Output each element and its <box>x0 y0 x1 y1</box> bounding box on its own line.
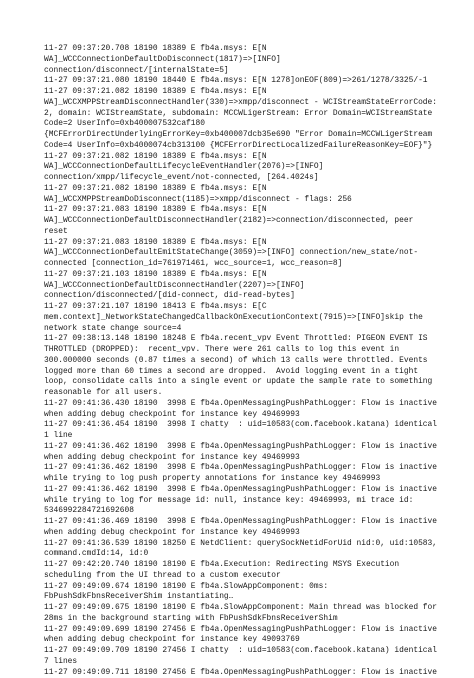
log-line: 11-27 09:37:20.708 18190 18389 E fb4a.msys: E[N <box>44 44 434 55</box>
log-line: 11-27 09:37:21.080 18190 18440 E fb4a.msys: E[N 1278]onEOF(809)=>261/1278/3325/-1 <box>44 76 434 87</box>
log-line: network state change source=4 <box>44 324 434 335</box>
log-line: WA]_WCCXMPPStreamDoDisconnect(1185)=>xmpp/disconnect - flags: 256 <box>44 195 434 206</box>
log-line: scheduling from the UI thread to a custom executor <box>44 571 434 582</box>
log-line: 11-27 09:49:09.699 18190 27456 E fb4a.OpenMessagingPushPathLogger: Flow is inactive <box>44 625 434 636</box>
log-line: 11-27 09:41:36.462 18190 3998 E fb4a.OpenMessagingPushPathLogger: Flow is inactive <box>44 463 434 474</box>
log-line: 300.000000 seconds (0.87 times a second) of which 13 calls were throttled. Events <box>44 356 434 367</box>
log-line: {MCFErrorDirectUnderlyingErrorKey=0xb400007dcb35e690 "Error Domain=MCCWLigerStream <box>44 130 434 141</box>
log-line: 11-27 09:42:20.740 18190 18190 E fb4a.Execution: Redirecting MSYS Execution <box>44 560 434 571</box>
log-line: 11-27 09:41:36.539 18190 18250 E NetdClient: querySockNetidForUid nid:0, uid:10583, <box>44 539 434 550</box>
log-line: 11-27 09:41:36.462 18190 3998 E fb4a.OpenMessagingPushPathLogger: Flow is inactive <box>44 442 434 453</box>
log-line: 534699228472169260​8 <box>44 506 434 517</box>
log-line: 28ms in the background starting with FbPushSdkFbnsReceiverShim <box>44 614 434 625</box>
log-line: 11-27 09:37:21.082 18190 18389 E fb4a.msys: E[N <box>44 184 434 195</box>
log-line: logged more than 60 times a second are dropped. Avoid logging event in a tight <box>44 367 434 378</box>
log-line: 11-27 09:41:36.469 18190 3998 E fb4a.OpenMessagingPushPathLogger: Flow is inactive <box>44 517 434 528</box>
log-line: WA]_WCCXMPPStreamDisconnectHandler(330)=>xmpp/disconnect - WCIStreamStateErrorCode: <box>44 98 434 109</box>
log-line: WA]_WCCConnectionDefaultEmitStateChange(3059)=>[INFO] connection/new_state/not- <box>44 248 434 259</box>
log-line: WA]_WCCConnectionDefaultLifecycleEventHandler(2076)=>[INFO] <box>44 162 434 173</box>
log-line: Code=2 UserInfo=0xb400007532caf180 <box>44 119 434 130</box>
log-line: Code=4 UserInfo=0xb4000074cb313100 {MCFErrorDirectLocalizedFailureReasonKey=EOF}"} <box>44 141 434 152</box>
log-line: when adding debug checkpoint for instance key 49469993 <box>44 453 434 464</box>
log-line: 11-27 09:41:36.454 18190 3998 I chatty : uid=10583(com.facebook.katana) identical <box>44 420 434 431</box>
log-line: while trying to log for message id: null, instance key: 49469993, mi trace id: <box>44 496 434 507</box>
log-line: connected [connection_id=761971461, wcc_source=1, wcc_reason=8] <box>44 259 434 270</box>
log-line: connection/disconnected/[did-connect, did-read-bytes] <box>44 291 434 302</box>
log-line: 11-27 09:49:09.675 18190 18190 E fb4a.SlowAppComponent: Main thread was blocked for <box>44 603 434 614</box>
log-line: 11-27 09:37:21.103 18190 18389 E fb4a.msys: E[N <box>44 270 434 281</box>
log-line: 1 line <box>44 431 434 442</box>
log-line: 11-27 09:37:21.083 18190 18389 E fb4a.msys: E[N <box>44 205 434 216</box>
log-line: 11-27 09:37:21.082 18190 18389 E fb4a.msys: E[N <box>44 87 434 98</box>
log-line: connection/disconnect/[internalState=5] <box>44 66 434 77</box>
log-line: while trying to log push property annotations for instance key 49469993 <box>44 474 434 485</box>
log-line: when adding debug checkpoint for instance key 49469993 <box>44 410 434 421</box>
log-line: 11-27 09:41:36.430 18190 3998 E fb4a.OpenMessagingPushPathLogger: Flow is inactive <box>44 399 434 410</box>
log-line: 11-27 09:37:21.082 18190 18389 E fb4a.msys: E[N <box>44 152 434 163</box>
log-line: 11-27 09:38:13.148 18190 18248 E fb4a.recent_vpv Event Throttled: PIGEON EVENT IS <box>44 334 434 345</box>
log-output <box>44 44 434 678</box>
log-line: 11-27 09:37:21.107 18190 18413 E fb4a.msys: E[C <box>44 302 434 313</box>
log-line: loop, consolidate calls into a single event or update the sample rate to something <box>44 377 434 388</box>
log-line: 11-27 09:37:21.083 18190 18389 E fb4a.msys: E[N <box>44 238 434 249</box>
log-line: when adding debug checkpoint for instance key 49469993 <box>44 528 434 539</box>
log-line: 11-27 09:41:36.462 18190 3998 E fb4a.OpenMessagingPushPathLogger: Flow is inactive <box>44 485 434 496</box>
log-line: reset <box>44 227 434 238</box>
log-line: WA]_WCCConnectionDefaultDisconnectHandler(2207)=>[INFO] <box>44 281 434 292</box>
log-line: WA]_WCCConnectionDefaultDoDisconnect(1817)=>[INFO] <box>44 55 434 66</box>
log-line: command.cmdId:14, id:0 <box>44 549 434 560</box>
log-line: 7 lines <box>44 657 434 668</box>
log-line: 2, domain: WCIStreamState, subdomain: MCCWLigerStream: Error Domain=WCIStreamState <box>44 109 434 120</box>
log-line: THROTTLED (DROPPED): recent_vpv. There were 261 calls to log this event in <box>44 345 434 356</box>
log-line: connection/xmpp/lifecycle_event/not-connected, [264.4024s] <box>44 173 434 184</box>
log-line: reasonable for all users. <box>44 388 434 399</box>
log-line: FbPushSdkFbnsReceiverShim instantiating… <box>44 592 434 603</box>
log-line: 11-27 09:49:09.674 18190 18190 E fb4a.SlowAppComponent: 0ms: <box>44 582 434 593</box>
log-line: 11-27 09:49:09.711 18190 27456 E fb4a.OpenMessagingPushPathLogger: Flow is inactive <box>44 668 434 678</box>
log-line: 11-27 09:49:09.709 18190 27456 I chatty : uid=10583(com.facebook.katana) identical <box>44 646 434 657</box>
log-line: WA]_WCCConnectionDefaultDisconnectHandler(2182)=>connection/disconnected, peer <box>44 216 434 227</box>
log-line: mem.context]_NetworkStateChangedCallbackOnExecutionContext(7915)=>[INFO]skip the <box>44 313 434 324</box>
log-line: when adding debug checkpoint for instance key 49093769 <box>44 635 434 646</box>
